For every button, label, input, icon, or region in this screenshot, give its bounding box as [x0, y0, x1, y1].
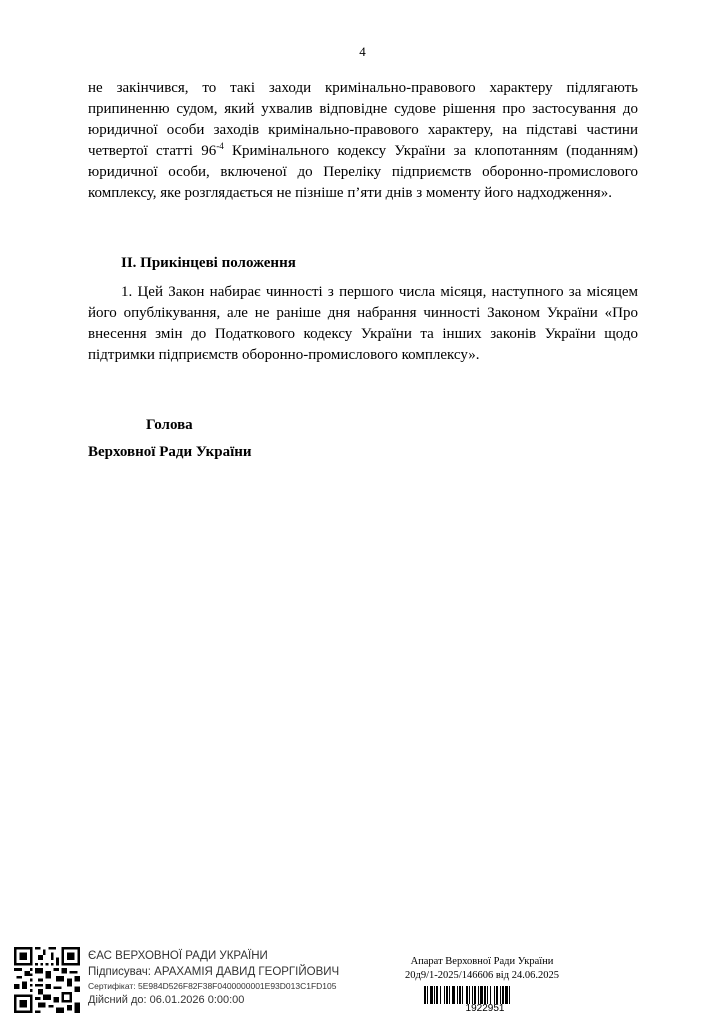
qr-code-icon [14, 947, 80, 1013]
paragraph-1-text-rest: Кримінального кодексу України за клопотанням (поданням) юридичної особи, включеної до Переліку підприємств оборонно-промислового комплексу, яке розглядається не пізніше п’яти днів з моменту його надходження». [88, 143, 638, 201]
body-paragraph-2: 1. Цей Закон набирає чинності з першого числа місяця, наступного за місяцем його опублікування, але не раніше дня набрання чинності Законом України «Про внесення змін до Податкового кодексу України та інших законів України щодо підтримки підприємств оборонно-промислового комплексу». [88, 284, 638, 363]
registration-organization: Апарат Верховної Ради України [410, 956, 554, 967]
signature-organization: Верховної Ради України [88, 444, 252, 460]
stamp-certificate: Сертифікат: 5E984D526F82F38F0400000001E93D013C1FD105 [88, 981, 337, 991]
registration-block [393, 955, 571, 983]
stamp-system: ЄАС ВЕРХОВНОЇ РАДИ УКРАЇНИ [88, 950, 268, 962]
page-number: 4 [359, 44, 366, 59]
barcode-icon [424, 986, 546, 1004]
paragraph-1-text: не закінчився, то такі заходи кримінально-правового характеру підлягають припиненню судом, який ухвалив відповідне судове рішення про застосування до юридичної особи заходів кримінально-правового характеру, на підставі частини четвертої статті 96 [88, 80, 638, 159]
digital-signature-stamp [88, 948, 339, 1008]
article-superscript: -4 [216, 141, 224, 151]
body-paragraph-1 [88, 78, 638, 204]
section-heading: ІІ. Прикінцеві положення [121, 255, 296, 271]
barcode-number: 1922951 [465, 1003, 505, 1014]
stamp-signer: Підписувач: АРАХАМІЯ ДАВИД ГЕОРГІЙОВИЧ [88, 966, 340, 978]
registration-number: 20д9/1-2025/146606 від 24.06.2025 [405, 970, 559, 981]
stamp-valid-until: Дійсний до: 06.01.2026 0:00:00 [88, 994, 245, 1006]
signature-title: Голова [146, 417, 193, 433]
